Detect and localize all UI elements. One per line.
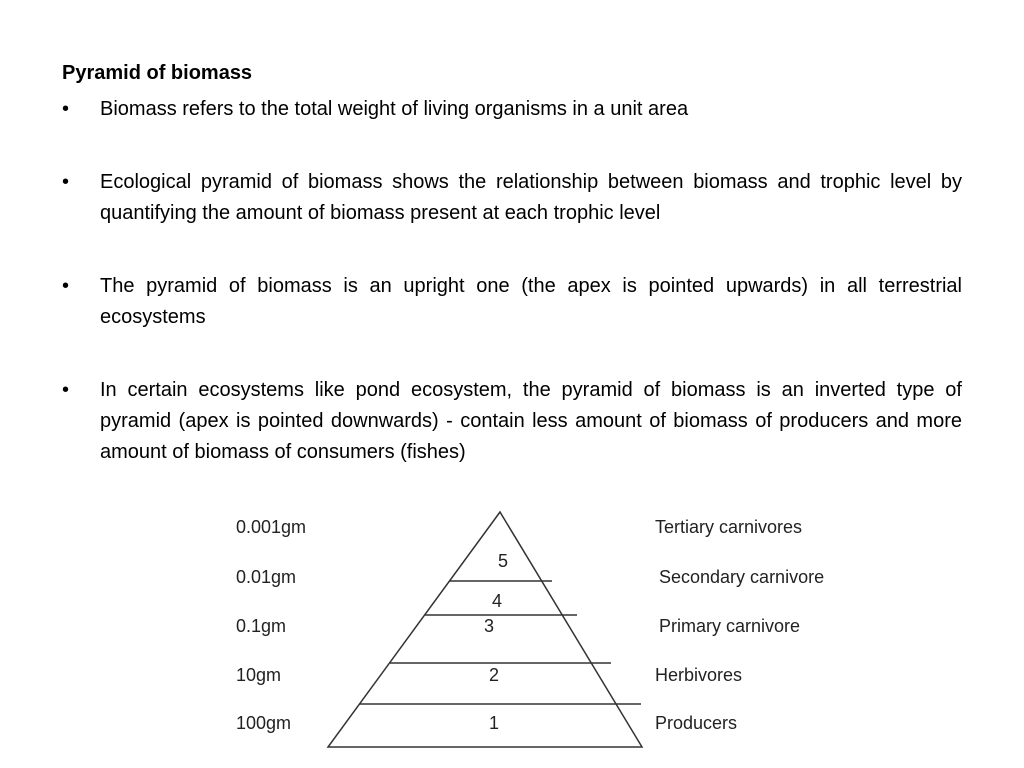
biomass-label: 10gm	[236, 665, 282, 685]
bullet-marker: •	[62, 171, 70, 193]
biomass-label: 0.001gm	[236, 517, 307, 537]
level-number: 5	[497, 551, 509, 571]
bullet-text: The pyramid of biomass is an upright one (the apex is pointed upwards) in all terrestrial ecosystems	[100, 275, 962, 328]
bullet-text: Ecological pyramid of biomass shows the relationship between biomass and trophic level by quantifying the amount of biomass present at each trophic level	[100, 171, 962, 224]
bullet-item	[62, 271, 962, 333]
biomass-label: 0.1gm	[236, 616, 287, 636]
bullet-item	[62, 94, 962, 125]
bullet-item	[62, 375, 962, 468]
bullet-text: In certain ecosystems like pond ecosystem, the pyramid of biomass is an inverted type of pyramid (apex is pointed downwards) - contain less amount of biomass of producers and more amount of biomass of consumers (fishes)	[100, 379, 962, 463]
level-number: 1	[488, 713, 500, 733]
level-number: 2	[488, 665, 500, 685]
bullet-marker: •	[62, 275, 70, 297]
biomass-label: 0.01gm	[236, 567, 297, 587]
pyramid-outline	[328, 512, 642, 747]
bullet-item	[62, 167, 962, 229]
bullet-marker: •	[62, 379, 70, 401]
bullet-marker: •	[62, 98, 70, 120]
trophic-level-label: Producers	[655, 713, 738, 733]
level-number: 3	[483, 616, 495, 636]
trophic-level-label: Secondary carnivore	[659, 567, 825, 587]
trophic-level-label: Herbivores	[655, 665, 743, 685]
bullet-list	[62, 94, 962, 468]
biomass-label: 100gm	[236, 713, 292, 733]
level-number: 4	[491, 591, 503, 611]
trophic-level-label: Primary carnivore	[659, 616, 801, 636]
trophic-level-label: Tertiary carnivores	[655, 517, 803, 537]
bullet-text: Biomass refers to the total weight of living organisms in a unit area	[100, 98, 689, 120]
slide-title: Pyramid of biomass	[62, 62, 253, 84]
